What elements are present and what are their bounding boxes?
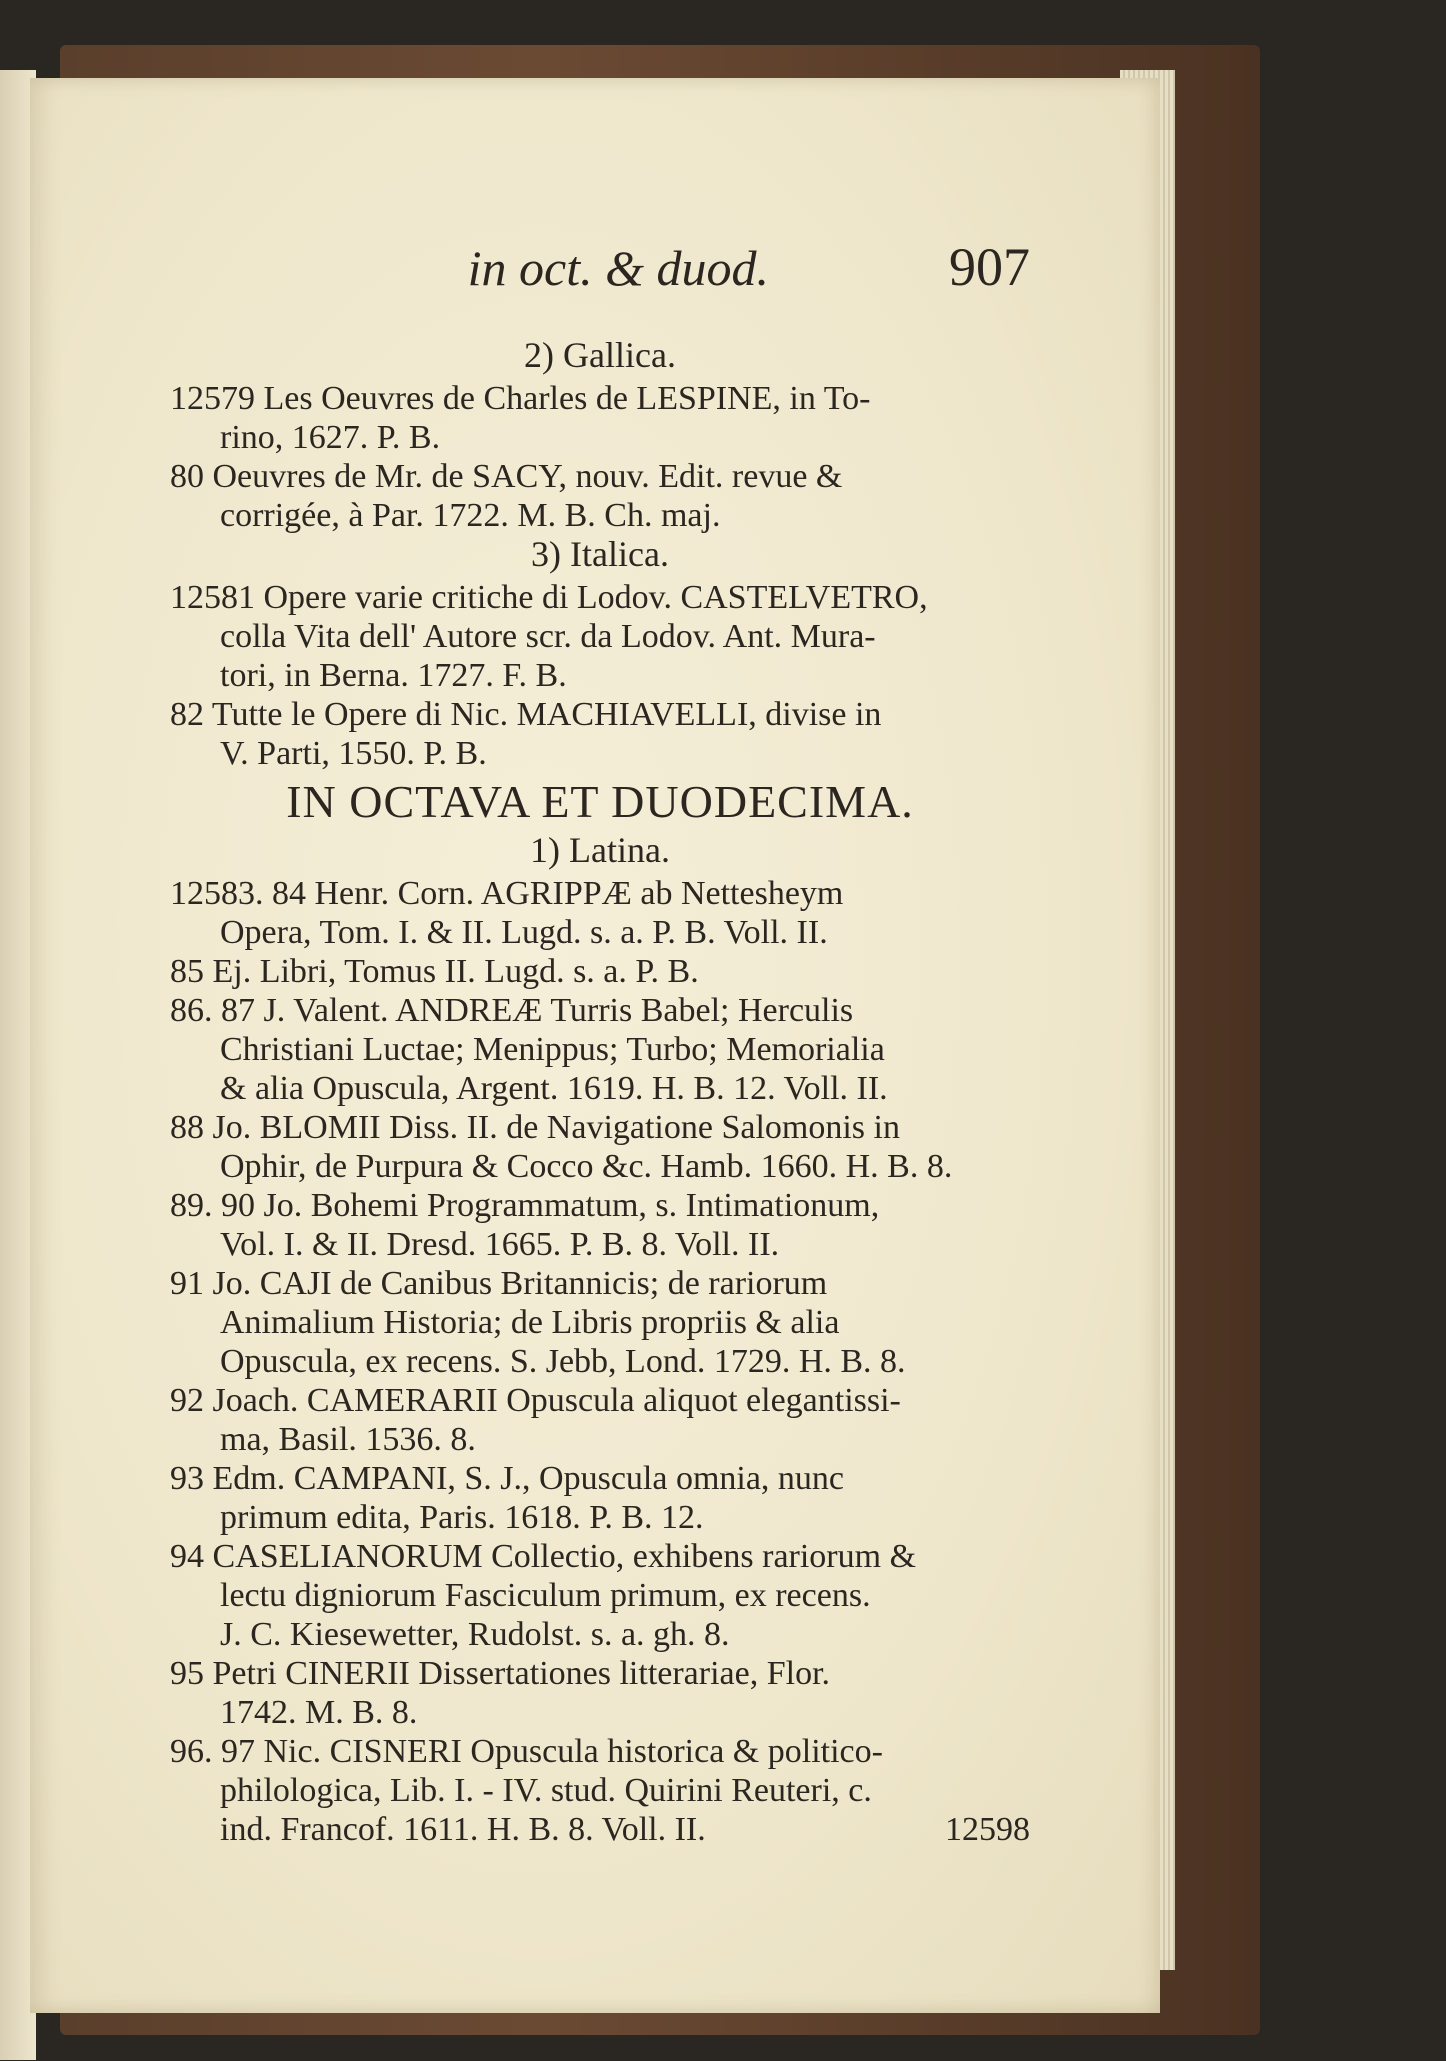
entry-line: 86. 87 J. Valent. ANDREÆ Turris Babel; Herculis: [170, 992, 854, 1029]
entry-line: Animalium Historia; de Libris propriis & alia: [220, 1304, 840, 1341]
section-heading: IN OCTAVA ET DUODECIMA.: [286, 776, 914, 827]
catalog-entry: [170, 952, 1030, 991]
entry-line: Ophir, de Purpura & Cocco &c. Hamb. 1660. H. B. 8.: [220, 1148, 953, 1185]
entry-line: 85 Ej. Libri, Tomus II. Lugd. s. a. P. B.: [170, 953, 699, 990]
entry-line: 93 Edm. CAMPANI, S. J., Opuscula omnia, nunc: [170, 1460, 845, 1497]
catalog-entry: [170, 1108, 1030, 1186]
entry-last-line: ind. Francof. 1611. H. B. 8. Voll. II.: [220, 1811, 706, 1848]
book-page: [30, 78, 1160, 2013]
entry-line: 12583. 84 Henr. Corn. AGRIPPÆ ab Nettesheym: [170, 875, 844, 912]
catalog-entry: [170, 1732, 1030, 1810]
catalog-entry: [170, 457, 1030, 535]
entry-line: 89. 90 Jo. Bohemi Programmatum, s. Intimationum,: [170, 1187, 880, 1224]
entry-line: Opuscula, ex recens. S. Jebb, Lond. 1729. H. B. 8.: [220, 1343, 906, 1380]
entry-line: corrigée, à Par. 1722. M. B. Ch. maj.: [220, 497, 721, 534]
entry-line: ma, Basil. 1536. 8.: [220, 1421, 476, 1458]
entry-line: V. Parti, 1550. P. B.: [220, 735, 487, 772]
entry-line: 82 Tutte le Opere di Nic. MACHIAVELLI, divise in: [170, 696, 882, 733]
entry-line: 12579 Les Oeuvres de Charles de LESPINE, in To-: [170, 380, 871, 417]
catalog-entry: [170, 1186, 1030, 1264]
entry-line: Vol. I. & II. Dresd. 1665. P. B. 8. Voll. II.: [220, 1226, 780, 1263]
catalog-entry: [170, 379, 1030, 457]
entry-line: tori, in Berna. 1727. F. B.: [220, 657, 567, 694]
page-text: [170, 237, 1030, 1849]
entry-line: 1742. M. B. 8.: [220, 1694, 418, 1731]
entry-line: lectu digniorum Fasciculum primum, ex recens.: [220, 1577, 871, 1614]
running-header: [170, 237, 1030, 328]
entry-line: rino, 1627. P. B.: [220, 419, 441, 456]
entry-line: 12581 Opere varie critiche di Lodov. CASTELVETRO,: [170, 579, 928, 616]
entry-line: 95 Petri CINERII Dissertationes litterariae, Flor.: [170, 1655, 831, 1692]
catalog-entry: [170, 1459, 1030, 1537]
catchword: 12598: [945, 1811, 1030, 1848]
entry-line: 96. 97 Nic. CISNERI Opuscula historica & politico-: [170, 1733, 883, 1770]
catalog-entry: [170, 1537, 1030, 1654]
catalog-entry: [170, 1264, 1030, 1381]
entry-line: J. C. Kiesewetter, Rudolst. s. a. gh. 8.: [220, 1616, 730, 1653]
entry-line: philologica, Lib. I. - IV. stud. Quirini Reuteri, c.: [220, 1772, 872, 1809]
subsection-italica: 3) Italica.: [531, 534, 669, 574]
catalog-entry: [170, 578, 1030, 695]
catalog-entry: [170, 1381, 1030, 1459]
entry-line: 94 CASELIANORUM Collectio, exhibens rariorum &: [170, 1538, 917, 1575]
catalog-entry: [170, 874, 1030, 952]
entry-line: primum edita, Paris. 1618. P. B. 12.: [220, 1499, 704, 1536]
subsection-latina: 1) Latina.: [530, 830, 670, 870]
catalog-entry: [170, 991, 1030, 1108]
subsection-gallica: 2) Gallica.: [524, 335, 676, 375]
last-line-row: [170, 1810, 1030, 1849]
entry-line: colla Vita dell' Autore scr. da Lodov. Ant. Mura-: [220, 618, 876, 655]
catalog-entry: [170, 695, 1030, 773]
catalog-entry: [170, 1654, 1030, 1732]
running-title: in oct. & duod.: [467, 240, 769, 296]
entry-line: 88 Jo. BLOMII Diss. II. de Navigatione Salomonis in: [170, 1109, 900, 1146]
entry-line: 91 Jo. CAJI de Canibus Britannicis; de rariorum: [170, 1265, 828, 1302]
entry-line: Opera, Tom. I. & II. Lugd. s. a. P. B. Voll. II.: [220, 914, 828, 951]
entry-line: 92 Joach. CAMERARII Opuscula aliquot elegantissi-: [170, 1382, 901, 1419]
entry-line: 80 Oeuvres de Mr. de SACY, nouv. Edit. revue &: [170, 458, 843, 495]
page-number: 907: [949, 237, 1030, 297]
entry-line: & alia Opuscula, Argent. 1619. H. B. 12. Voll. II.: [220, 1070, 888, 1107]
entry-line: Christiani Luctae; Menippus; Turbo; Memorialia: [220, 1031, 885, 1068]
